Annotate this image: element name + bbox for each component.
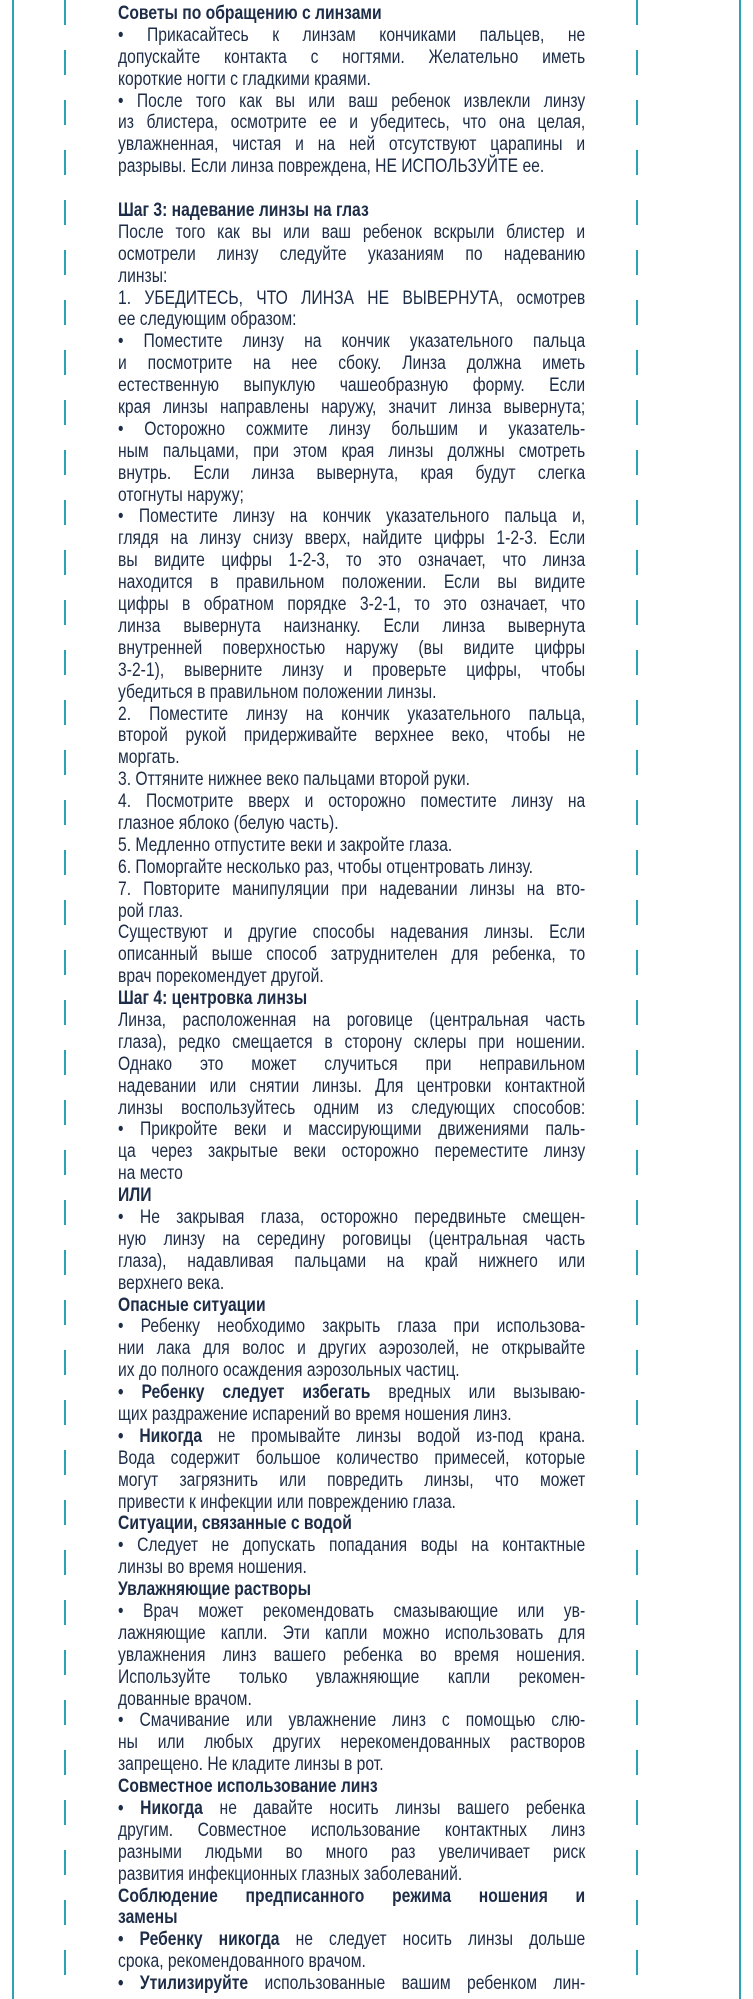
text-segment: • Смачивание или увлажнение линз с помощью слю- <box>118 1709 586 1732</box>
bold-text: • Утилизируйте <box>118 1972 249 1995</box>
text-segment: Существуют и другие способы надевания линзы. Если <box>118 921 586 944</box>
text-line <box>118 112 585 134</box>
text-line <box>118 1295 585 1317</box>
text-segment: 3. Оттяните нижнее веко пальцами второй руки. <box>118 768 470 791</box>
cut-line-right <box>636 0 638 1999</box>
text-segment: 6. Поморгайте несколько раз, чтобы отцентровать линзу. <box>118 855 533 878</box>
text-segment: Линза, расположенная на роговице (центральная часть <box>118 1008 586 1031</box>
text-line <box>118 1929 585 1951</box>
text-line <box>118 1798 585 1820</box>
text-line <box>118 1710 585 1732</box>
text-segment: глаза), надавливая пальцами на край нижнего или <box>118 1249 586 1272</box>
text-segment: • Ребенку необходимо закрыть глаза при использова- <box>118 1315 586 1338</box>
text-segment: и посмотрите на нее сбоку. Линза должна иметь <box>118 352 586 375</box>
text-segment: лажняющие капли. Эти капли можно использовать для <box>118 1621 586 1644</box>
bold-text: Шаг 3: надевание линзы на глаз <box>118 199 369 222</box>
text-segment: глядя на линзу снизу вверх, найдите цифры 1-2-3. Если <box>118 527 586 550</box>
text-segment: ее следующим образом: <box>118 308 297 331</box>
text-segment: глазное яблоко (белую часть). <box>118 811 339 834</box>
text-line <box>118 3 585 25</box>
cut-line-left <box>64 0 66 1999</box>
text-segment: разными людьми во много раз увеличивает риск <box>118 1840 586 1863</box>
text-line <box>118 1448 585 1470</box>
text-line <box>118 1754 585 1776</box>
text-line <box>118 200 585 222</box>
text-line <box>118 528 585 550</box>
text-line <box>118 485 585 507</box>
text-line <box>118 1054 585 1076</box>
text-line <box>118 47 585 69</box>
text-line <box>118 1229 585 1251</box>
text-line <box>118 1426 585 1448</box>
text-segment: другим. Совместное использование контактных линз <box>118 1818 586 1841</box>
text-line <box>118 638 585 660</box>
bold-text: замены <box>118 1906 178 1929</box>
text-line <box>118 506 585 528</box>
bold-text: Шаг 4: центровка линзы <box>118 987 308 1010</box>
text-segment: линзы: <box>118 264 168 287</box>
text-line <box>118 988 585 1010</box>
page-border-right <box>739 0 741 1999</box>
text-segment: могут загрязнить или повредить линзы, что может <box>118 1468 586 1491</box>
text-line <box>118 1119 585 1141</box>
text-segment: Используйте только увлажняющие капли рекомен- <box>118 1665 586 1688</box>
bold-text: Советы по обращению с линзами <box>118 2 382 24</box>
bold-text: Опасные ситуации <box>118 1293 266 1316</box>
text-line <box>118 769 585 791</box>
text-line <box>118 222 585 244</box>
text-line <box>118 1360 585 1382</box>
text-line <box>118 944 585 966</box>
text-line <box>118 1623 585 1645</box>
text-segment: развития инфекционных глазных заболеваний. <box>118 1862 463 1885</box>
bold-text: Соблюдение предписанного режима ношения и <box>118 1884 586 1907</box>
bold-text: • Никогда <box>118 1797 203 1820</box>
text-segment: линзы воспользуйтесь одним из следующих способов: <box>118 1096 586 1119</box>
text-segment: вы видите цифры 1-2-3, то это означает, что линза <box>118 549 586 572</box>
text-line <box>118 375 585 397</box>
text-segment: отогнуты наружу; <box>118 483 244 506</box>
text-segment: увлажненная, чистая и на ней отсутствуют царапины и <box>118 133 586 156</box>
text-line <box>118 331 585 353</box>
text-segment: нии лака для волос и других аэрозолей, не открывайте <box>118 1337 586 1360</box>
text-segment: осмотрели линзу следуйте указаниям по надеванию <box>118 242 586 265</box>
text-line <box>118 901 585 923</box>
bold-text: Увлажняющие растворы <box>118 1578 311 1601</box>
text-segment: из блистера, осмотрите ее и убедитесь, что она целая, <box>118 111 586 134</box>
text-line <box>118 879 585 901</box>
text-segment: срока, рекомендованного врачом. <box>118 1950 366 1973</box>
text-segment: • Поместите линзу на кончик указательного пальца и, <box>118 505 586 528</box>
page-border-left <box>12 0 14 1999</box>
text-segment: 7. Повторите манипуляции при надевании линзы на вто- <box>118 877 586 900</box>
text-line <box>118 616 585 638</box>
text-line <box>118 1163 585 1185</box>
text-line <box>118 1492 585 1514</box>
text-segment: второй рукой придерживайте верхнее веко, чтобы не <box>118 724 586 747</box>
text-line <box>118 1973 585 1995</box>
text-segment: увлажнения линз вашего ребенка во время ношения. <box>118 1643 586 1666</box>
text-line <box>118 791 585 813</box>
text-line <box>118 1886 585 1908</box>
text-segment: на место <box>118 1162 183 1185</box>
text-line <box>118 682 585 704</box>
bold-text: Совместное использование линз <box>118 1775 378 1798</box>
text-line <box>118 572 585 594</box>
text-segment: 4. Посмотрите вверх и осторожно поместите линзу на <box>118 790 586 813</box>
text-line <box>118 1842 585 1864</box>
text-line <box>118 594 585 616</box>
text-line <box>118 704 585 726</box>
text-line <box>118 1382 585 1404</box>
text-line <box>118 156 585 178</box>
instruction-text <box>118 3 585 1995</box>
text-line <box>118 1185 585 1207</box>
text-segment: • Поместите линзу на кончик указательного пальца <box>118 330 586 353</box>
text-line <box>118 1032 585 1054</box>
text-line <box>118 1689 585 1711</box>
text-line <box>118 1732 585 1754</box>
text-line <box>118 1076 585 1098</box>
text-segment: убедиться в правильном положении линзы. <box>118 680 437 703</box>
text-segment: Однако это может случиться при неправильном <box>118 1052 586 1075</box>
text-line <box>118 1951 585 1973</box>
text-line <box>118 1470 585 1492</box>
text-line <box>118 266 585 288</box>
text-segment: находится в правильном положении. Если вы видите <box>118 571 586 594</box>
text-segment: разрывы. Если линза повреждена, НЕ ИСПОЛЬЗУЙТЕ ее. <box>118 155 545 178</box>
text-segment: • Врач может рекомендовать смазывающие или ув- <box>118 1600 586 1623</box>
text-segment: • Осторожно сожмите линзу большим и указатель- <box>118 417 586 440</box>
text-line <box>118 1864 585 1886</box>
text-segment: не промывайте линзы водой из-под крана. <box>202 1424 586 1447</box>
text-line <box>118 966 585 988</box>
text-line <box>118 922 585 944</box>
text-segment: ны или любых других нерекомендованных растворов <box>118 1731 586 1754</box>
text-segment: внутрь. Если линза вывернута, края будут слегка <box>118 461 586 484</box>
text-line <box>118 309 585 331</box>
text-segment: 2. Поместите линзу на кончик указательного пальца, <box>118 702 586 725</box>
text-line <box>118 134 585 156</box>
text-segment: допускайте контакта с ногтями. Желательно иметь <box>118 45 586 68</box>
text-line <box>118 1098 585 1120</box>
text-segment: внутренней поверхностью наружу (вы видите цифры <box>118 636 586 659</box>
text-segment: • Следует не допускать попадания воды на контактные <box>118 1534 586 1557</box>
text-segment: Вода содержит большое количество примесей, которые <box>118 1446 586 1469</box>
bold-text: • Ребенку следует избегать <box>118 1381 371 1404</box>
text-line <box>118 725 585 747</box>
text-line <box>118 1207 585 1229</box>
text-segment: короткие ногти с гладкими краями. <box>118 67 371 90</box>
text-segment: не следует носить линзы дольше <box>279 1928 586 1951</box>
text-segment: использованные вашим ребенком лин- <box>248 1972 586 1995</box>
text-line <box>118 1404 585 1426</box>
text-line <box>118 1776 585 1798</box>
text-segment: ным пальцами, при этом края линзы должны смотреть <box>118 439 586 462</box>
text-segment: не давайте носить линзы вашего ребенка <box>202 1797 586 1820</box>
text-line <box>118 1010 585 1032</box>
text-segment: После того как вы или ваш ребенок вскрыли блистер и <box>118 220 586 243</box>
text-segment: моргать. <box>118 746 180 769</box>
text-segment: вредных или вызываю- <box>370 1381 586 1404</box>
bold-text: ИЛИ <box>118 1184 152 1207</box>
text-segment: • Не закрывая глаза, осторожно передвиньте смещен- <box>118 1205 586 1228</box>
text-line <box>118 1316 585 1338</box>
text-segment: рой глаз. <box>118 899 184 922</box>
text-segment: • Прикасайтесь к линзам кончиками пальцев, не <box>118 23 586 46</box>
text-line <box>118 857 585 879</box>
text-line <box>118 1513 585 1535</box>
text-line <box>118 1667 585 1689</box>
text-line <box>118 1535 585 1557</box>
bold-text: Ситуации, связанные с водой <box>118 1512 352 1535</box>
text-segment: верхнего века. <box>118 1271 225 1294</box>
text-segment: 5. Медленно отпустите веки и закройте глаза. <box>118 833 453 856</box>
text-segment: ца через закрытые веки осторожно переместите линзу <box>118 1140 586 1163</box>
text-segment: края линзы направлены наружу, значит линза вывернута; <box>118 396 586 419</box>
text-segment: • После того как вы или ваш ребенок извлекли линзу <box>118 89 586 112</box>
text-segment: щих раздражение испарений во время ношения линз. <box>118 1403 512 1425</box>
text-line <box>118 1338 585 1360</box>
text-segment: описанный выше способ затруднителен для ребенка, то <box>118 943 586 966</box>
text-line <box>118 1557 585 1579</box>
text-line <box>118 813 585 835</box>
text-line <box>118 463 585 485</box>
bold-text: • Ребенку никогда <box>118 1928 280 1951</box>
text-line <box>118 69 585 91</box>
text-segment: цифры в обратном порядке 3-2-1, то это означает, что <box>118 593 586 616</box>
text-segment: запрещено. Не кладите линзы в рот. <box>118 1753 384 1776</box>
text-line <box>118 1579 585 1601</box>
text-line <box>118 835 585 857</box>
text-segment: линзы во время ношения. <box>118 1556 307 1579</box>
text-segment: • Прикройте веки и массирующими движениями паль- <box>118 1118 586 1141</box>
text-segment: привести к инфекции или повреждению глаза. <box>118 1490 456 1513</box>
text-line <box>118 1141 585 1163</box>
text-line <box>118 1820 585 1842</box>
text-line <box>118 1251 585 1273</box>
text-line <box>118 747 585 769</box>
text-line <box>118 660 585 682</box>
text-line <box>118 397 585 419</box>
bold-text: • Никогда <box>118 1424 203 1447</box>
text-line <box>118 178 585 200</box>
text-segment: линза вывернута наизнанку. Если линза вывернута <box>118 614 586 637</box>
text-line <box>118 1907 585 1929</box>
text-segment: дованные врачом. <box>118 1687 252 1710</box>
text-line <box>118 419 585 441</box>
text-line <box>118 1601 585 1623</box>
text-segment: врач порекомендует другой. <box>118 965 324 988</box>
text-line <box>118 441 585 463</box>
text-line <box>118 550 585 572</box>
text-line <box>118 244 585 266</box>
text-line <box>118 353 585 375</box>
text-line <box>118 1645 585 1667</box>
text-line <box>118 1273 585 1295</box>
text-segment: естественную выпуклую чашеобразную форму. Если <box>118 374 586 397</box>
text-segment: ную линзу на середину роговицы (центральная часть <box>118 1227 586 1250</box>
text-line <box>118 25 585 47</box>
text-line <box>118 91 585 113</box>
text-segment: их до полного осаждения аэрозольных частиц. <box>118 1359 460 1382</box>
text-line <box>118 288 585 310</box>
text-segment: 3-2-1), выверните линзу и проверьте цифры, чтобы <box>118 658 586 681</box>
text-segment: надевании или снятии линзы. Для центровки контактной <box>118 1074 586 1097</box>
text-segment: глаза), редко смещается в сторону склеры при ношении. <box>118 1030 586 1053</box>
text-segment: 1. УБЕДИТЕСЬ, ЧТО ЛИНЗА НЕ ВЫВЕРНУТА, осмотрев <box>118 286 586 309</box>
